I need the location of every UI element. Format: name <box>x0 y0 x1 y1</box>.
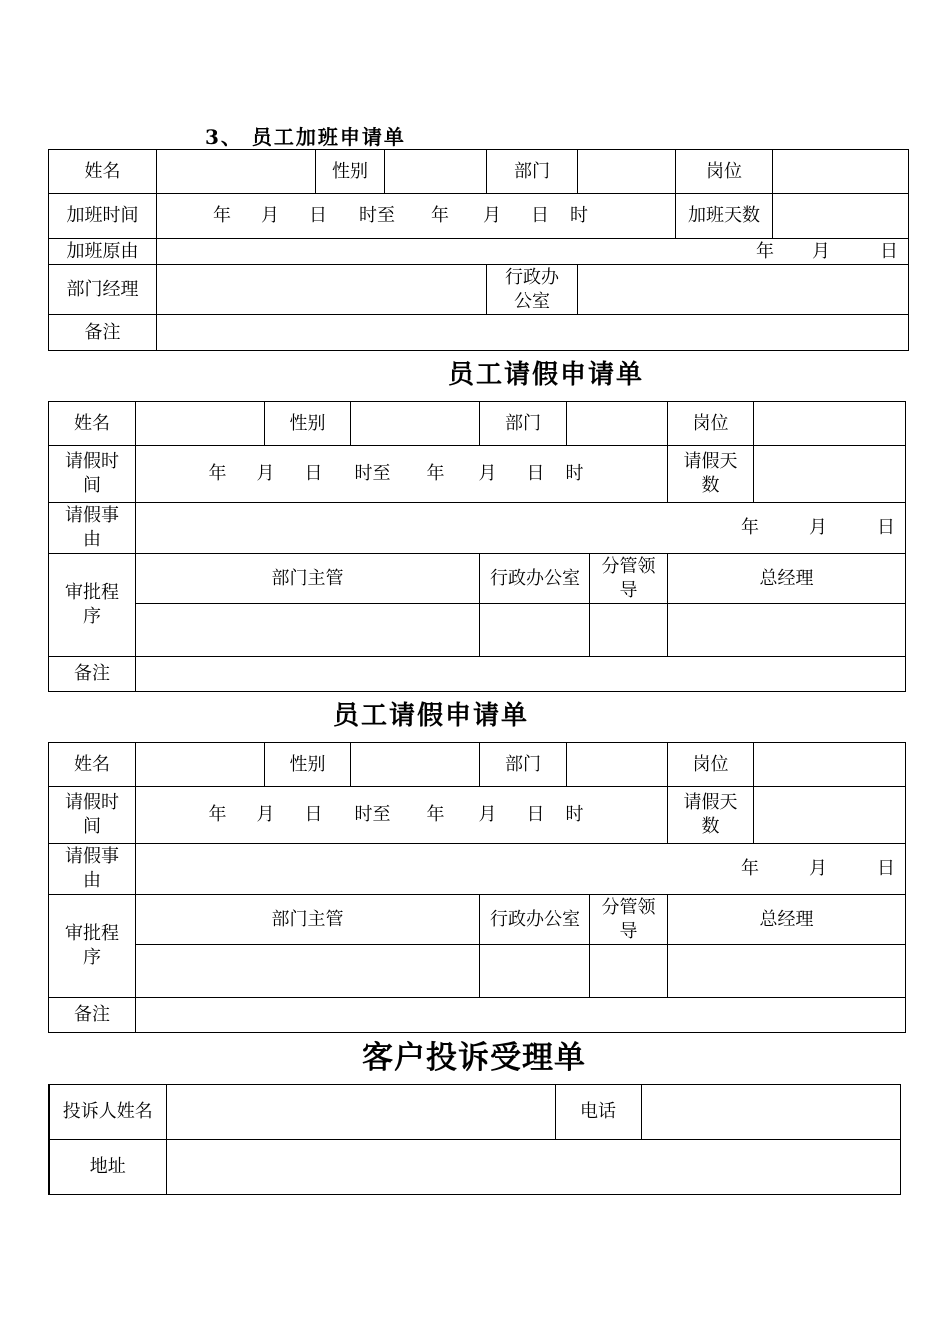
phone-field[interactable] <box>641 1085 900 1140</box>
leave-form <box>48 401 906 692</box>
leave-reason-label: 请假事由 <box>49 503 136 554</box>
time-part: 时 <box>565 804 584 825</box>
dept-label: 部门 <box>480 402 567 446</box>
dept-label: 部门 <box>487 150 578 194</box>
time-part: 年 <box>213 205 231 226</box>
leave-days-label: 请假天数 <box>668 787 754 844</box>
gender-field[interactable] <box>351 402 480 446</box>
leave-time-label: 请假时间 <box>49 446 136 503</box>
complainant-field[interactable] <box>166 1085 555 1140</box>
phone-label: 电话 <box>555 1085 641 1140</box>
approval-field[interactable] <box>480 604 590 657</box>
time-part: 月 <box>261 205 279 226</box>
time-part: 日 <box>526 804 545 825</box>
approver-division-leader: 分管领导 <box>590 895 668 945</box>
overtime-days-field[interactable] <box>773 194 909 239</box>
complaint-form <box>48 1084 901 1195</box>
dept-field[interactable] <box>567 402 668 446</box>
time-part: 年 <box>208 804 227 825</box>
date-part: 日 <box>877 858 895 879</box>
date-part: 年 <box>741 517 759 538</box>
time-part: 时 <box>565 463 584 484</box>
time-part: 日 <box>304 804 323 825</box>
time-part: 月 <box>256 463 275 484</box>
leave-time-field[interactable] <box>136 446 668 503</box>
overtime-reason-field[interactable] <box>157 239 909 265</box>
time-part: 年 <box>426 804 445 825</box>
dept-field[interactable] <box>567 743 668 787</box>
overtime-title: 3、 员工加班申请单 <box>205 125 406 149</box>
leave-time-field[interactable] <box>136 787 668 844</box>
time-part: 时至 <box>359 205 395 226</box>
leave-form-title: 员工请假申请单 <box>448 360 645 390</box>
leave-reason-field[interactable] <box>136 844 906 895</box>
date-part: 日 <box>880 240 898 262</box>
post-label: 岗位 <box>668 402 754 446</box>
leave-days-field[interactable] <box>754 446 906 503</box>
approver-general-manager: 总经理 <box>668 554 906 604</box>
approval-field[interactable] <box>136 604 480 657</box>
post-field[interactable] <box>773 150 909 194</box>
approval-field[interactable] <box>668 604 906 657</box>
overtime-reason-label: 加班原由 <box>49 239 157 265</box>
note-field[interactable] <box>136 998 906 1033</box>
name-label: 姓名 <box>49 402 136 446</box>
overtime-time-label: 加班时间 <box>49 194 157 239</box>
post-label: 岗位 <box>668 743 754 787</box>
time-part: 年 <box>208 463 227 484</box>
dept-manager-label: 部门经理 <box>49 265 157 315</box>
time-part: 时 <box>570 205 588 226</box>
post-field[interactable] <box>754 743 906 787</box>
leave-reason-field[interactable] <box>136 503 906 554</box>
name-label: 姓名 <box>49 150 157 194</box>
approver-dept-supervisor: 部门主管 <box>136 895 480 945</box>
leave-form-title: 员工请假申请单 <box>333 701 530 731</box>
approver-dept-supervisor: 部门主管 <box>136 554 480 604</box>
time-part: 月 <box>483 205 501 226</box>
post-field[interactable] <box>754 402 906 446</box>
date-part: 日 <box>877 517 895 538</box>
time-part: 日 <box>531 205 549 226</box>
note-label: 备注 <box>49 998 136 1033</box>
time-part: 月 <box>478 463 497 484</box>
complainant-label: 投诉人姓名 <box>49 1085 166 1140</box>
leave-reason-label: 请假事由 <box>49 844 136 895</box>
approval-field[interactable] <box>480 945 590 998</box>
note-label: 备注 <box>49 315 157 351</box>
leave-days-field[interactable] <box>754 787 906 844</box>
overtime-time-field[interactable] <box>157 194 676 239</box>
leave-days-label: 请假天数 <box>668 446 754 503</box>
time-part: 年 <box>426 463 445 484</box>
address-label: 地址 <box>49 1140 166 1195</box>
gender-label: 性别 <box>265 743 351 787</box>
complaint-title: 客户投诉受理单 <box>362 1040 586 1076</box>
approver-general-manager: 总经理 <box>668 895 906 945</box>
date-part: 年 <box>756 240 774 262</box>
time-part: 时至 <box>354 804 391 825</box>
time-part: 时至 <box>354 463 391 484</box>
address-field[interactable] <box>166 1140 900 1195</box>
post-label: 岗位 <box>676 150 773 194</box>
approver-admin-office: 行政办公室 <box>480 895 590 945</box>
admin-office-field[interactable] <box>578 265 909 315</box>
note-field[interactable] <box>136 657 906 692</box>
name-field[interactable] <box>157 150 316 194</box>
overtime-days-label: 加班天数 <box>676 194 773 239</box>
admin-office-label: 行政办公室 <box>487 265 578 315</box>
name-field[interactable] <box>136 743 265 787</box>
date-part: 月 <box>812 240 830 262</box>
date-part: 年 <box>741 858 759 879</box>
approval-field[interactable] <box>590 945 668 998</box>
leave-form <box>48 742 906 1033</box>
approver-division-leader: 分管领导 <box>590 554 668 604</box>
time-part: 年 <box>431 205 449 226</box>
approval-label: 审批程序 <box>49 554 136 657</box>
time-part: 月 <box>478 804 497 825</box>
date-part: 月 <box>809 517 827 538</box>
gender-field[interactable] <box>385 150 487 194</box>
time-part: 日 <box>304 463 323 484</box>
time-part: 日 <box>526 463 545 484</box>
approval-field[interactable] <box>590 604 668 657</box>
approver-admin-office: 行政办公室 <box>480 554 590 604</box>
dept-manager-field[interactable] <box>157 265 487 315</box>
leave-time-label: 请假时间 <box>49 787 136 844</box>
time-part: 月 <box>256 804 275 825</box>
note-field[interactable] <box>157 315 909 351</box>
time-part: 日 <box>309 205 327 226</box>
dept-label: 部门 <box>480 743 567 787</box>
approval-field[interactable] <box>136 945 480 998</box>
gender-label: 性别 <box>316 150 385 194</box>
name-label: 姓名 <box>49 743 136 787</box>
gender-field[interactable] <box>351 743 480 787</box>
name-field[interactable] <box>136 402 265 446</box>
overtime-form <box>48 149 909 351</box>
dept-field[interactable] <box>578 150 676 194</box>
approval-field[interactable] <box>668 945 906 998</box>
date-part: 月 <box>809 858 827 879</box>
approval-label: 审批程序 <box>49 895 136 998</box>
note-label: 备注 <box>49 657 136 692</box>
gender-label: 性别 <box>265 402 351 446</box>
